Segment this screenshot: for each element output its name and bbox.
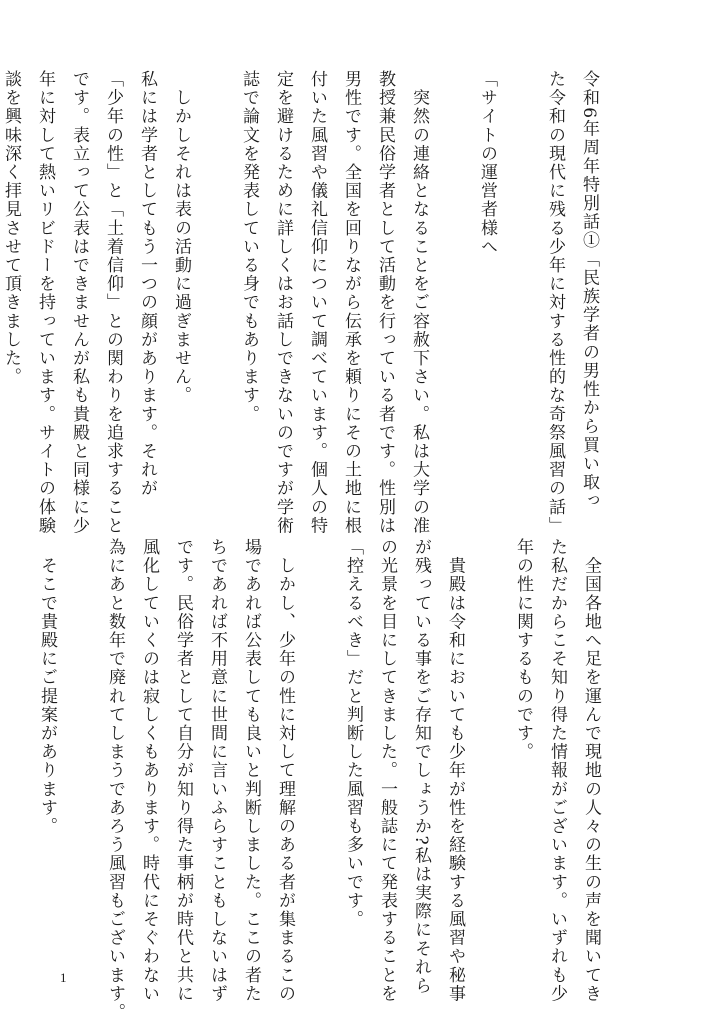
text-line: 貴殿は令和においても少年が性を経験する風習や秘事 <box>445 538 465 1003</box>
blank-line <box>302 538 336 958</box>
blank-line <box>504 70 538 500</box>
blank-line <box>64 538 98 958</box>
text-line: た私だからこそ知り得た情報がございます。いずれも少 <box>547 538 567 1003</box>
blank-line <box>472 538 506 958</box>
lower-text-block <box>37 538 608 1022</box>
text-line: た令和の現代に残る少年に対する性的な奇祭風習の話」 <box>545 70 565 535</box>
text-line: です。表立って公表はできませんが私も貴殿と同様に少 <box>69 70 89 535</box>
upper-text-block <box>1 70 606 535</box>
text-line: 定を避けるために詳しくはお話しできないのですが学術 <box>273 70 293 535</box>
text-line: 年に対して熱いリビドーを持っています。サイトの体験 <box>35 70 55 535</box>
text-line: 風化していくのは寂しくもあります。時代にそぐわない <box>139 538 159 1003</box>
text-line: ちであれば不用意に世間に言いふらすこともしないはず <box>207 538 227 1003</box>
text-line: 突然の連絡となることをご容赦下さい。私は大学の准 <box>409 70 429 535</box>
text-line: の光景を目にしてきました。一般誌にて発表することを <box>377 538 397 1003</box>
text-line: 談を興味深く拝見させて頂きました。 <box>1 70 21 387</box>
text-line: 年の性に関するものです。 <box>513 538 533 762</box>
text-line: 誌で論文を発表している身でもあります。 <box>239 70 259 424</box>
text-line: 男性です。全国を回りながら伝承を頼りにその土地に根 <box>341 70 361 535</box>
blank-line <box>436 70 470 500</box>
text-line: 令和6年周年特別話①「民族学者の男性から買い取っ <box>579 70 599 511</box>
text-line: が残っている事をご存知でしょうか?私は実際にそれら <box>411 538 431 996</box>
text-line: 「サイトの運営者様へ <box>477 70 497 256</box>
text-line: しかしそれは表の活動に過ぎません。 <box>171 70 191 405</box>
text-line: 場であれば公表しても良いと判断しました。ここの者た <box>241 538 261 1003</box>
text-line: 「控えるべき」だと判断した風習も多いです。 <box>343 538 363 929</box>
page-number: 1 <box>60 970 67 985</box>
text-line: 教授兼民俗学者として活動を行っている者です。性別は <box>375 70 395 535</box>
text-line: しかし、少年の性に対して理解のある者が集まるこの <box>275 538 295 1003</box>
blank-line <box>0 538 30 958</box>
blank-line <box>198 70 232 500</box>
text-line: そこで貴殿にご提案があります。 <box>37 538 57 836</box>
text-line: 為にあと数年で廃れてしまうであろう風習もございます。 <box>105 538 125 1022</box>
text-line: 私には学者としてもう一つの顔があります。それが <box>137 70 157 498</box>
text-line: 「少年の性」と「土着信仰」との関わりを追求すること <box>103 70 123 535</box>
text-line: 全国各地へ足を運んで現地の人々の生の声を聞いてき <box>581 538 601 1003</box>
text-line: 付いた風習や儀礼信仰について調べています。個人の特 <box>307 70 327 535</box>
text-line: です。民俗学者として自分が知り得た事柄が時代と共に <box>173 538 193 1003</box>
